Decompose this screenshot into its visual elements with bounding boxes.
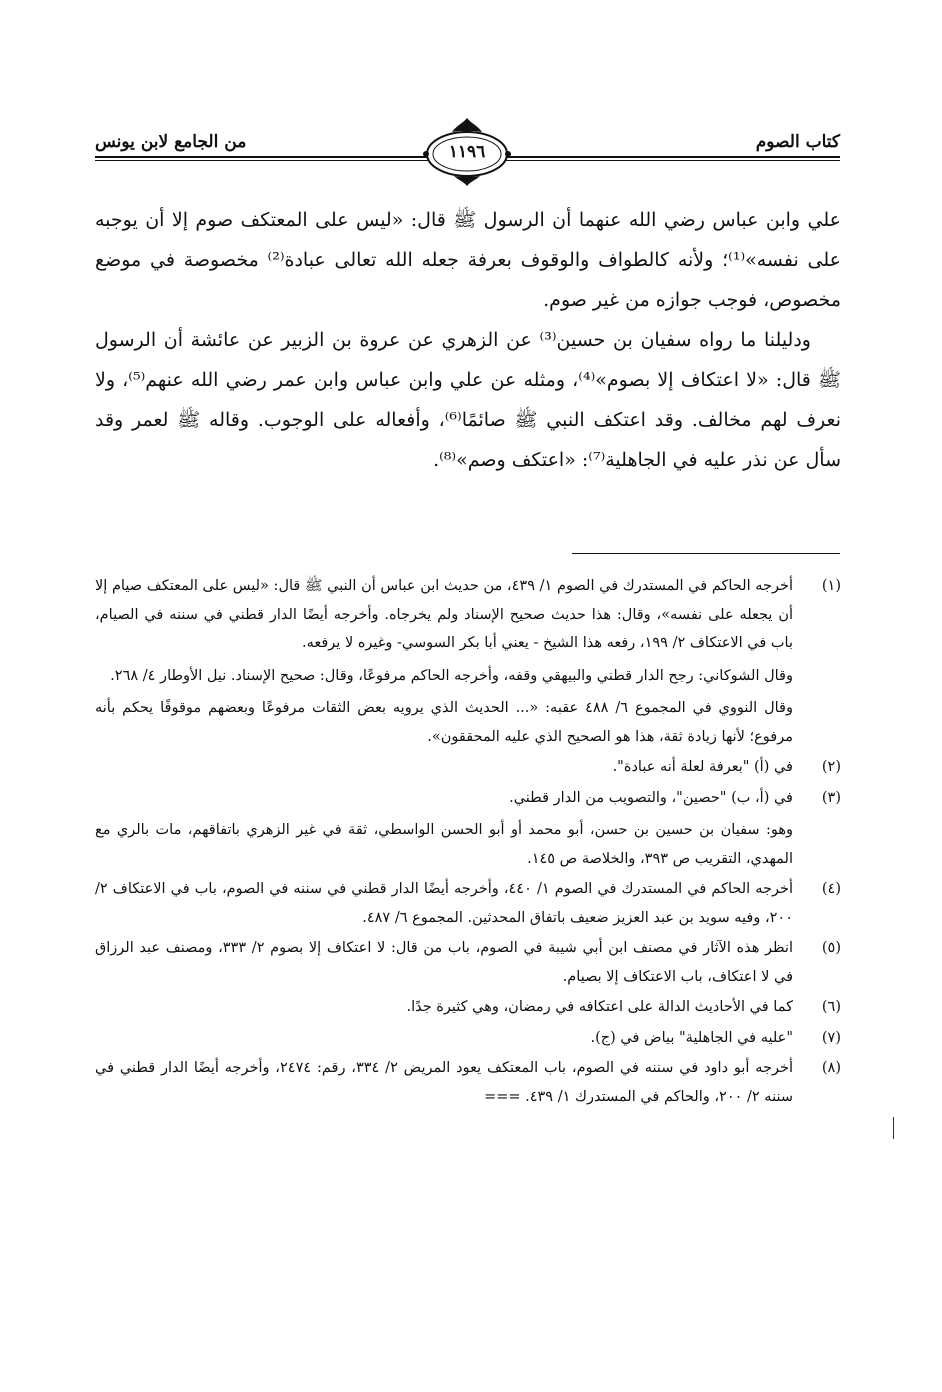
- footnote-number: (٤): [821, 881, 841, 897]
- footnote-separator: [572, 553, 840, 554]
- footnote: [95, 1054, 841, 1111]
- body-paragraph: ودليلنا ما رواه سفيان بن حسين⁽³⁾ عن الزهري عن عروة بن الزبير عن عائشة أن الرسول ﷺ قال: «لا اعتكاف إلا بصوم»⁽⁴⁾، ومثله عن علي وابن عباس وابن عمر رضي الله عنهم⁽⁵⁾، ولا نعرف لهم مخالف. وقد اعتكف النبي ﷺ صائمًا⁽⁶⁾، وأفعاله على الوجوب. وقاله ﷺ لعمر وقد سأل عن نذر عليه في الجاهلية⁽⁷⁾: «اعتكف وصم»⁽⁸⁾.: [95, 329, 841, 471]
- footnote-number: (٢): [821, 759, 841, 775]
- footnote: [95, 934, 841, 991]
- footnote-text: في (أ، ب) "حصين"، والتصويب من الدار قطني.: [509, 789, 793, 806]
- footnote: [95, 993, 841, 1022]
- footnote-text: وقال الشوكاني: رجح الدار قطني والبيهقي وقفه، وأخرجه الحاكم مرفوعًا، وقال: صحيح الإسناد. نيل الأوطار ٤/ ٢٦٨.: [110, 667, 793, 684]
- footnotes: [95, 572, 841, 1111]
- section-title: كتاب الصوم: [755, 132, 840, 152]
- book-title: من الجامع لابن يونس: [95, 132, 247, 152]
- footnote-text: أخرجه أبو داود في سننه في الصوم، باب المعتكف يعود المريض ٢/ ٣٣٤، رقم: ٢٤٧٤، وأخرجه أيضًا الدار قطني في سننه ٢/ ٢٠٠، والحاكم في المستدرك ١/ ٤٣٩. ===: [95, 1060, 793, 1105]
- footnote-number: (١): [821, 578, 841, 594]
- footnote: [95, 1024, 841, 1053]
- body-paragraph: علي وابن عباس رضي الله عنهما أن الرسول ﷺ قال: «ليس على المعتكف صوم إلا أن يوجبه على نفسه»⁽¹⁾؛ ولأنه كالطواف والوقوف بعرفة جعله الله تعالى عبادة⁽²⁾ مخصوصة في موضع مخصوص، فوجب جوازه من غير صوم.: [95, 209, 842, 311]
- footnote-text: "عليه في الجاهلية" بياض في (ج).: [590, 1029, 793, 1046]
- page-header: [95, 100, 840, 190]
- page-number: ١١٩٦: [448, 142, 486, 162]
- footnote: [95, 784, 841, 874]
- main-text: [95, 200, 841, 480]
- footnote-text: وقال النووي في المجموع ٦/ ٤٨٨ عقبه: «... الحديث الذي يرويه بعض الثقات مرفوعًا وبعضهم موقوفًا يحكم بأنه مرفوع؛ لأنها زيادة ثقة، هذا هو الصحيح الذي عليه المحققون».: [95, 700, 793, 745]
- footnote-number: (٦): [821, 999, 841, 1015]
- footnote-number: (٧): [821, 1029, 841, 1046]
- footnote-text: أخرجه الحاكم في المستدرك في الصوم ١/ ٤٤٠، وأخرجه أيضًا الدار قطني في سننه في الصوم، باب في الاعتكاف ٢/ ٢٠٠، وفيه سويد بن عبد العزيز ضعيف باتفاق المحدثين. المجموع ٦/ ٤٨٧.: [95, 881, 794, 926]
- footnote-text: أخرجه الحاكم في المستدرك في الصوم ١/ ٤٣٩، من حديث ابن عباس أن النبي ﷺ قال: «ليس على المعتكف صيام إلا أن يجعله على نفسه»، وقال: هذا حديث صحيح الإسناد ولم يخرجاه. وأخرجه أيضًا الدار قطني في سننه في الصيام، باب في الاعتكاف ٢/ ١٩٩، رفعه هذا الشيخ - يعني أبا بكر السوسي- وغيره لا يرفعه.: [95, 578, 794, 651]
- footnote: [95, 572, 841, 751]
- footnote: [95, 753, 841, 782]
- margin-mark: [893, 1117, 894, 1139]
- footnote-number: (٣): [821, 789, 841, 806]
- page-number-ornament: [412, 114, 522, 188]
- footnote: [95, 875, 841, 932]
- footnote-text: وهو: سفيان بن حسين بن حسن، أبو محمد أو أبو الحسن الواسطي، ثقة في غير الزهري باتفاقهم، مات بالري مع المهدي، التقريب ص ٣٩٣، والخلاصة ص ١٤٥.: [95, 822, 793, 867]
- footnote-number: (٨): [821, 1060, 841, 1076]
- footnote-text: في (أ) "بعرفة لعلة أنه عبادة".: [612, 759, 793, 775]
- footnote-text: انظر هذه الآثار في مصنف ابن أبي شيبة في الصوم، باب من قال: لا اعتكاف إلا بصوم ٢/ ٣٣٣، ومصنف عبد الرزاق في لا اعتكاف، باب الاعتكاف إلا بصيام.: [95, 940, 793, 985]
- footnote-text: كما في الأحاديث الدالة على اعتكافه في رمضان، وهي كثيرة جدًا.: [406, 999, 793, 1015]
- footnote-number: (٥): [821, 940, 841, 956]
